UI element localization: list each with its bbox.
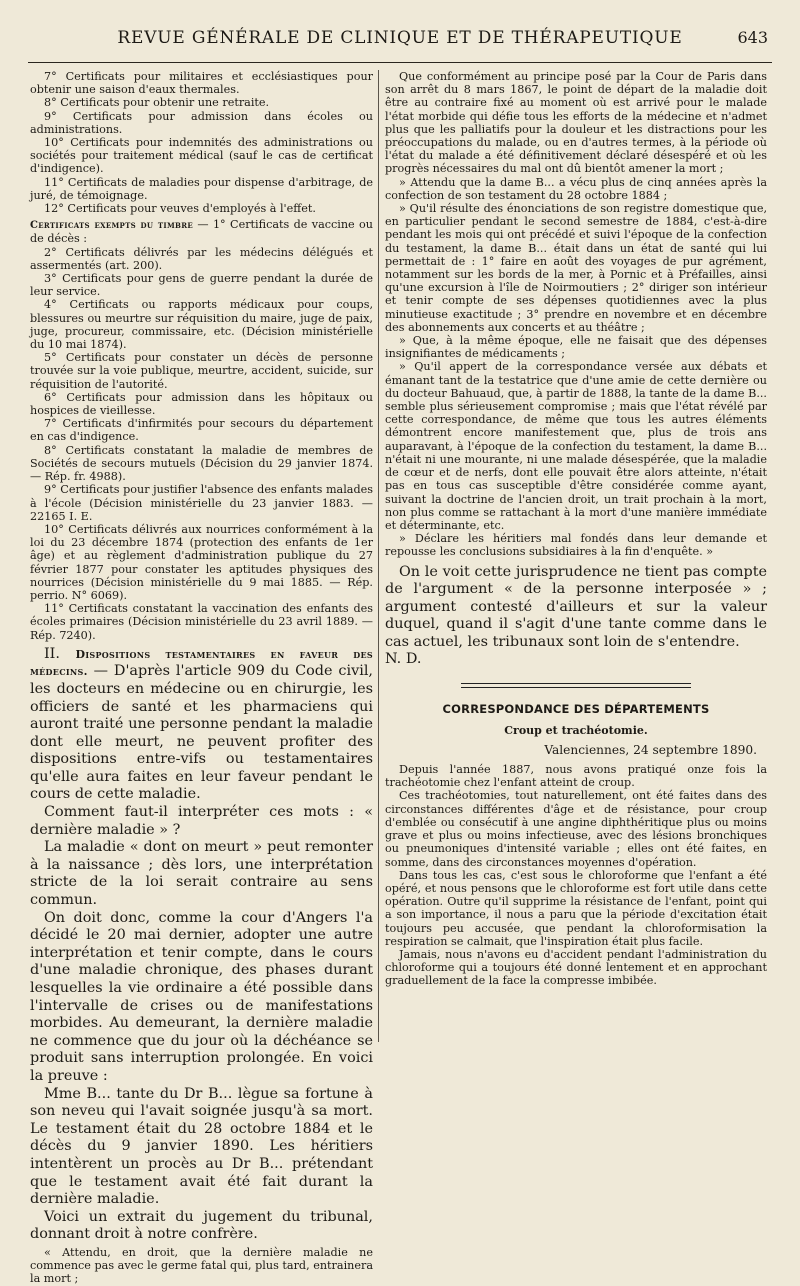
exempt-item: 3° Certificats pour gens de guerre pendant la durée de leur service. bbox=[30, 272, 373, 299]
exempt-item: 6° Certificats pour admission dans les hôpitaux ou hospices de vieillesse. bbox=[30, 390, 373, 418]
list-item: 11° Certificats de maladies pour dispense d'arbitrage, de juré, de témoignage. bbox=[30, 175, 373, 202]
letter-paragraph: Ces trachéotomies, tout naturellement, ont été faites dans des circonstances différentes d'âge et de résistance, pour croup d'emblée ou consécutif à une angine diphthéritique plus ou moins grave et plus ou moins infectieuse, avec des lésions bronchiques ou pneumoniques d'intensité variable ; elles ont été faites, en somme, dans des circonstances moyennes d'opération. bbox=[385, 789, 767, 869]
list-item: 7° Certificats pour militaires et ecclésiastiques pour obtenir une saison d'eaux thermales. bbox=[30, 70, 373, 97]
quote-paragraph: » Attendu que la dame B... a vécu plus de cinq années après la confection de son testament du 28 octobre 1884 ; bbox=[385, 175, 767, 202]
exempt-heading bbox=[30, 218, 373, 245]
exempt-item: 4° Certificats ou rapports médicaux pour coups, blessures ou meurtre sur réquisition du maire, juge de paix, juge, procureur, commissaire, etc. (Décision ministérielle du 10 mai 1874). bbox=[30, 298, 373, 352]
quote-start: « Attendu, en droit, que la dernière maladie ne commence pas avec le germe fatal qui, plus tard, entrainera la mort ; bbox=[30, 1245, 373, 1286]
section-separator bbox=[461, 683, 691, 688]
column-divider bbox=[378, 70, 379, 1042]
exempt-item: 8° Certificats constatant la maladie de membres de Sociétés de secours mutuels (Décision du 29 janvier 1874. — Rép. fr. 4988). bbox=[30, 443, 373, 484]
body-paragraph: Comment faut-il interpréter ces mots : « dernière maladie » ? bbox=[30, 804, 373, 838]
section-2-text: — D'après l'article 909 du Code civil, les docteurs en médecine ou en chirurgie, les officiers de santé et les pharmaciens qui auront traité une personne pendant la maladie dont elle meurt, ne peuvent profiter des dispositions entre-vifs ou testamentaires qu'elle aura faites en leur faveur pendant le cours de cette maladie. bbox=[30, 663, 373, 803]
section-2 bbox=[30, 646, 373, 804]
conclusion-text: On le voit cette jurisprudence ne tient pas compte de l'argument « de la personne interposée » ; argument contesté d'ailleurs et sur la valeur duquel, quand il s'agit d'une tante comme dans le cas actuel, les tribunaux sont loin de s'entendre. bbox=[385, 563, 767, 650]
list-item: 8° Certificats pour obtenir une retraite. bbox=[44, 96, 270, 110]
body-paragraph: On doit donc, comme la cour d'Angers l'a décidé le 20 mai dernier, adopter une autre interprétation et tenir compte, dans le cours d'une maladie chronique, des phases durant lesquelles la vie ordinaire a été possible dans l'intervalle de crises ou de manifestations morbides. Au demeurant, la dernière maladie ne commence que du jour où la déchéance se produit sans interruption prolongée. En voici la preuve : bbox=[30, 909, 373, 1084]
quote-paragraph: » Déclare les héritiers mal fondés dans leur demande et repousse les conclusions subsidiaires à la fin d'enquête. » bbox=[385, 532, 767, 559]
section-2-number: II. bbox=[44, 645, 60, 662]
exempt-item: 2° Certificats délivrés par les médecins délégués et assermentés (art. 200). bbox=[30, 245, 373, 272]
letter-paragraph: Jamais, nous n'avons eu d'accident pendant l'administration du chloroforme qui a toujours été donné lentement et en approchant graduellement de la face la compresse imbibée. bbox=[385, 947, 767, 988]
exempt-item: 10° Certificats délivrés aux nourrices conformément à la loi du 23 décembre 1874 (protection des enfants de 1er âge) et au règlement d'administration publique du 27 février 1877 pour constater les aptitudes physiques des nourrices (Décision ministérielle du 9 mai 1885. — Rép. perrio. N° 6069). bbox=[30, 522, 373, 602]
quote-paragraph: Que conformément au principe posé par la Cour de Paris dans son arrêt du 8 mars 1867, le point de départ de la maladie doit être au contraire fixé au moment où est arrivé pour le malade l'état morbide qui défie tous les efforts de la médecine et n'admet plus que les palliatifs pour la douleur et les distractions pour les préoccupations du malade, ou en d'autres termes, à la période où l'état du malade a été définitivement déclaré désespéré et où les progrès nécessaires du mal ont dû bientôt amener la mort ; bbox=[385, 70, 767, 176]
quote-paragraph: » Que, à la même époque, elle ne faisait que des dépenses insignifiantes de médicaments ; bbox=[385, 334, 767, 361]
exempt-item: 5° Certificats pour constater un décès de personne trouvée sur la voie publique, meurtre, accident, suicide, sur réquisition de l'autorité. bbox=[30, 351, 373, 391]
exempt-item: 9° Certificats pour justifier l'absence des enfants malades à l'école (Décision ministérielle du 23 janvier 1883. — 22165 I. E. bbox=[30, 483, 373, 523]
list-item: 12° Certificats pour veuves d'employés à l'effet. bbox=[44, 202, 316, 216]
exempt-item: 11° Certificats constatant la vaccination des enfants des écoles primaires (Décision ministérielle du 23 avril 1889. — Rép. 7240). bbox=[30, 602, 373, 642]
list-item: 10° Certificats pour indemnités des administrations ou sociétés pour traitement médical (sauf le cas de certificat d'indigence). bbox=[30, 136, 373, 176]
right-column bbox=[385, 70, 767, 1045]
body-paragraph: Voici un extrait du jugement du tribunal, donnant droit à notre confrère. bbox=[30, 1208, 373, 1243]
section-title: CORRESPONDANCE DES DÉPARTEMENTS bbox=[442, 702, 710, 717]
body-paragraph: Mme B... tante du Dr B... lègue sa fortune à son neveu qui l'avait soignée jusqu'à sa mort. Le testament était du 28 octobre 1884 et le décès du 9 janvier 1890. Les héritiers intentèrent un procès au Dr B... prétendant que le testament avait été fait durant la dernière maladie. bbox=[30, 1085, 373, 1208]
article-subtitle: Croup et trachéotomie. bbox=[504, 724, 648, 738]
conclusion-paragraph bbox=[385, 564, 767, 652]
quote-paragraph: » Qu'il résulte des énonciations de son registre domestique que, en particulier pendant le second semestre de 1884, c'est-à-dire pendant les mois qui ont précédé et suivi l'époque de la confection du testament, la dame B... était dans un état de santé qui lui permettait de : 1° faire en août des voyages de pur agrément, notamment sur les bords de la mer, à Pornic et à Préfailles, ainsi qu'une excursion à l'île de Noirmoutiers ; 2° diriger son intérieur et tenir compte de ses dépenses quotidiennes avec la plus minutieuse exactitude ; 3° prendre en novembre et en décembre des abonnements aux concerts et au théâtre ; bbox=[385, 202, 767, 334]
list-item: 9° Certificats pour admission dans écoles ou administrations. bbox=[30, 109, 373, 136]
quote-paragraph: » Qu'il appert de la correspondance versée aux débats et émanant tant de la testatrice que d'une amie de cette dernière ou du docteur Bahuaud, que, à partir de 1888, la tante de la dame B... semble plus sérieusement compromise ; mais que l'état révélé par cette correspondance, de même que tous les autres éléments démontrent encore manifestement que, plus de trois ans auparavant, à l'époque de la confection du testament, la dame B... n'était ni une mourante, ni une malade désespérée, que la maladie de cœur et de nerfs, dont elle pouvait être alors atteinte, n'était pas en tous cas susceptible d'être considérée comme ayant, suivant la doctrine de l'ancien droit, un trait prochain à la mort, non plus comme se rattachant à la mort d'une manière immédiate et déterminante, etc. bbox=[385, 360, 767, 532]
dateline: Valenciennes, 24 septembre 1890. bbox=[544, 743, 757, 758]
letter-paragraph: Dans tous les cas, c'est sous le chloroforme que l'enfant a été opéré, et nous pensons que le chloroforme est fort utile dans cette opération. Outre qu'il supprime la résistance de l'enfant, point qui a son importance, il nous a paru que la période d'excitation était toujours peu accusée, que pendant la chloroformisation la respiration se calmait, que l'inspiration était plus facile. bbox=[385, 868, 767, 948]
exempt-label: Certificats exempts du timbre bbox=[30, 220, 194, 232]
header-rule bbox=[28, 62, 772, 63]
section-2-label: Dispositions testamentaires en faveur des médecins. bbox=[30, 647, 373, 679]
body-paragraph: La maladie « dont on meurt » peut remonter à la naissance ; dès lors, une interprétation stricte de la loi serait contraire au sens commun. bbox=[30, 839, 373, 909]
running-header bbox=[26, 28, 774, 52]
journal-title: REVUE GÉNÉRALE DE CLINIQUE ET DE THÉRAPEUTIQUE bbox=[117, 28, 683, 48]
letter-paragraph: Depuis l'année 1887, nous avons pratiqué onze fois la trachéotomie chez l'enfant atteint de croup. bbox=[385, 763, 767, 790]
left-column bbox=[30, 70, 373, 1286]
page-number: 643 bbox=[737, 28, 768, 47]
signature: N. D. bbox=[385, 651, 422, 668]
exempt-text: — 1° Certificats de vaccine ou de décès : bbox=[30, 218, 373, 246]
exempt-item: 7° Certificats d'infirmités pour secours du département en cas d'indigence. bbox=[30, 417, 373, 444]
